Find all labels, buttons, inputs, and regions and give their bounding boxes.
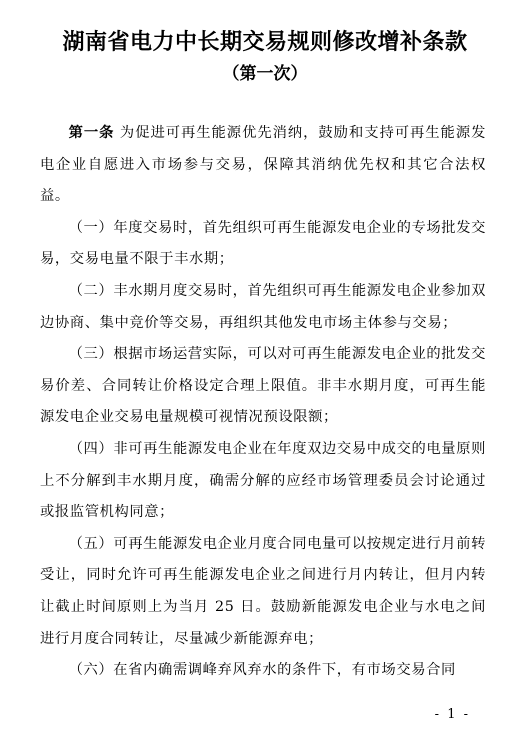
document-title: 湖南省电力中长期交易规则修改增补条款 [62, 30, 468, 55]
document-subtitle: （第一次） [222, 64, 308, 84]
article-number: 第一条 [68, 125, 115, 141]
page-number: - 1 - [434, 707, 470, 722]
clause-item-3: （三）根据市场运营实际，可以对可再生能源发电企业的批发交易价差、合同转让价格设定合理上限值。非丰水期月度，可再生能源发电企业交易电量规模可视情况预设限额； [40, 346, 486, 426]
clause-item-4: （四）非可再生能源发电企业在年度双边交易中成交的电量原则上不分解到丰水期月度，确需分解的应经市场管理委员会讨论通过或报监管机构同意； [40, 440, 486, 521]
clause-item-6: （六）在省内确需调峰弃风弃水的条件下，有市场交易合同 [68, 662, 456, 679]
article-intro: 为促进可再生能源优先消纳，鼓励和支持可再生能源发电企业自愿进入市场参与交易，保障其消纳优先权和其它合法权益。 [40, 125, 486, 205]
clause-item-2: （二）丰水期月度交易时，首先组织可再生能源发电企业参加双边协商、集中竞价等交易，再组织其他发电市场主体参与交易； [40, 282, 486, 331]
clause-item-1: （一）年度交易时，首先组织可再生能源发电企业的专场批发交易，交易电量不限于丰水期； [40, 219, 486, 268]
article-paragraph [40, 118, 486, 213]
document-body [40, 118, 486, 687]
clause-item-5: （五）可再生能源发电企业月度合同电量可以按规定进行月前转受让，同时允许可再生能源发电企业之间进行月内转让，但月内转让截止时间原则上为当月 25 日。鼓励新能源发电企业与水电之间进行月度合同转让，尽量减少新能源弃电； [40, 535, 486, 647]
